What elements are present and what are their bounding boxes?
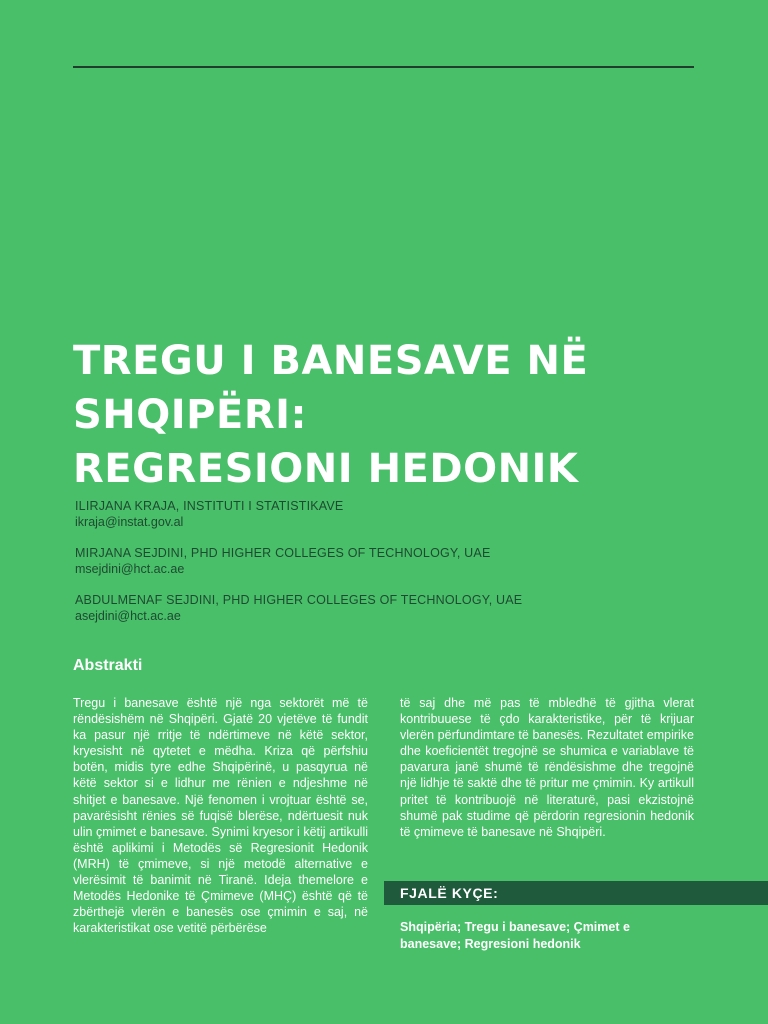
keywords-bar: [384, 881, 768, 905]
keywords-heading: FJALË KYÇE:: [400, 885, 499, 901]
abstract-column-2: të saj dhe më pas të mbledhë të gjitha vlerat kontribuuese të çdo karakteristike, për të krijuar vlerën përfundimtare të banesës. Rezultatet empirike dhe koeficientët tregojnë se shumica e variablave të pavarura janë shumë të rëndësishme dhe tregojnë një lidhje të saktë dhe të pritur me çmimin. Ky artikull pritet të kontribuojë në literaturë, pasi ekzistojnë shumë pak studime që përdorin regresionin hedonik të çmimeve të banesave në Shqipëri.: [400, 696, 694, 839]
keywords-list: Shqipëria; Tregu i banesave; Çmimet e banesave; Regresioni hedonik: [400, 920, 630, 951]
abstract-column-1: Tregu i banesave është një nga sektorët më të rëndësishëm në Shqipëri. Gjatë 20 vjetëve të fundit ka pasur një rritje të ndërtimeve në këtë sektor, kryesisht në qytetet e mëdha. Kriza që përfshiu botën, midis tyre edhe Shqipërinë, u pasqyrua në këtë sektor si e lidhur me rënien e ndjeshme në shitjet e banesave. Një fenomen i vrojtuar është se, pavarësisht rënies së fuqisë blerëse, ndërtuesit nuk ulin çmimet e banesave. Synimi kryesor i këtij artikulli është aplikimi i Metodës së Regresionit Hedonik (MRH) të çmimeve, si një metodë alternative e vlerësimit të banimit në Tiranë. Ideja themelore e Metodës Hedonike të Çmimeve (MHÇ) është që të zbërthejë vlerën e banesës ose çmimin e saj, në karakteristikat ose vetitë përbërëse: [73, 696, 368, 936]
title-line-2: SHQIPËRI:: [73, 392, 307, 438]
author-name: ABDULMENAF SEJDINI, PHD HIGHER COLLEGES OF TECHNOLOGY, UAE: [75, 593, 523, 607]
article-title: [73, 334, 693, 496]
author-3: [75, 592, 695, 624]
author-email: ikraja@instat.gov.al: [75, 515, 184, 529]
author-name: MIRJANA SEJDINI, PHD HIGHER COLLEGES OF TECHNOLOGY, UAE: [75, 546, 491, 560]
author-email: asejdini@hct.ac.ae: [75, 609, 181, 623]
author-2: [75, 545, 695, 577]
title-line-1: TREGU I BANESAVE NË: [73, 338, 589, 384]
author-list: [75, 498, 695, 639]
abstract-heading: Abstrakti: [73, 657, 143, 674]
top-divider: [73, 66, 694, 68]
author-email: msejdini@hct.ac.ae: [75, 562, 185, 576]
title-line-3: REGRESIONI HEDONIK: [73, 446, 579, 492]
author-1: [75, 498, 695, 530]
author-name: ILIRJANA KRAJA, INSTITUTI I STATISTIKAVE: [75, 499, 344, 513]
